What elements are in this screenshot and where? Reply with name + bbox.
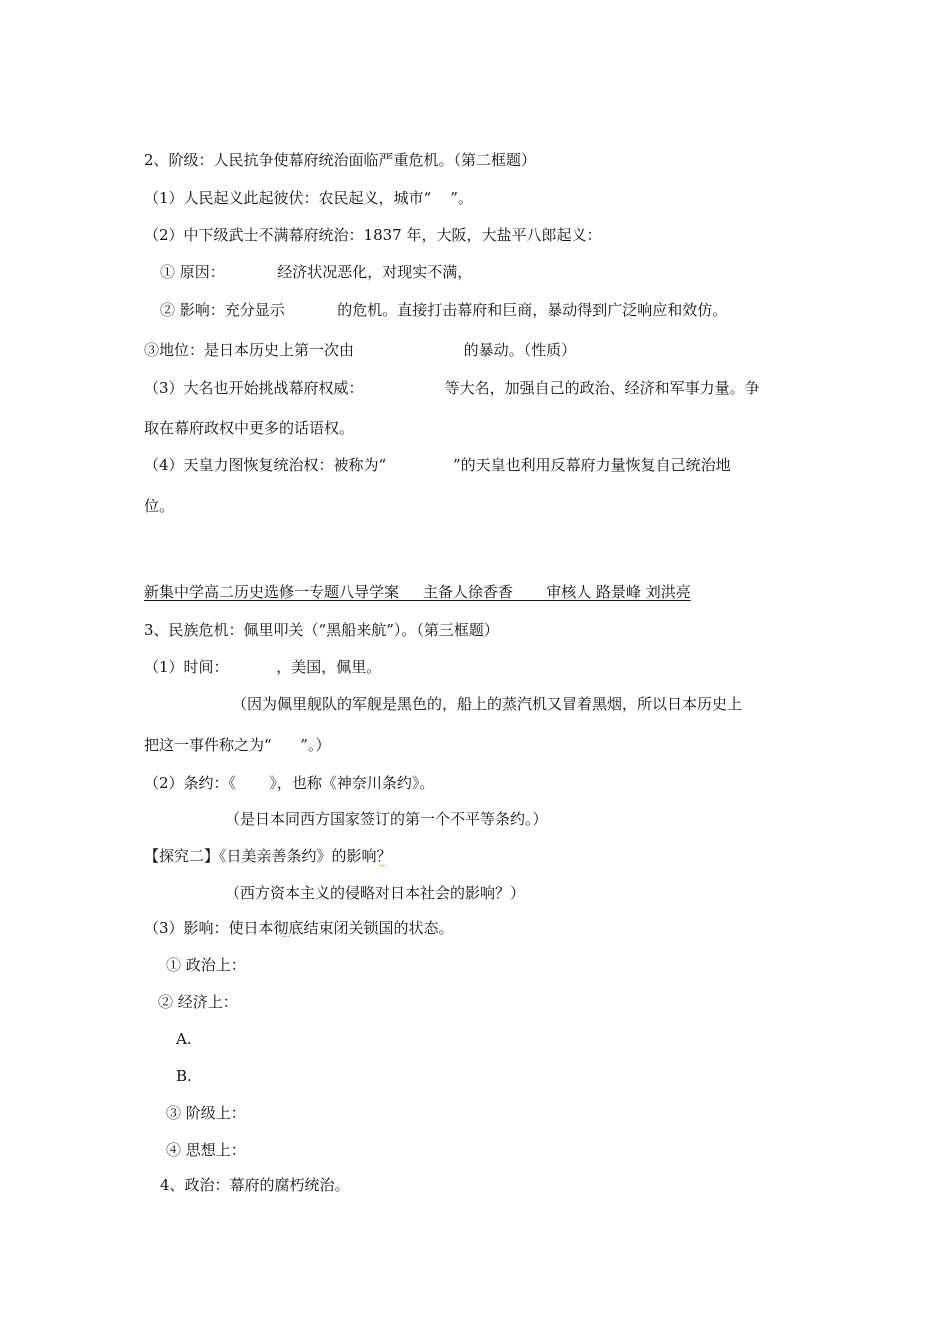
cause-line: ① 原因： 经济状况恶化，对现实不满， <box>160 263 473 281</box>
class-impact: ③ 阶级上： <box>166 1104 246 1122</box>
item-4-continued: 位。 <box>144 497 175 515</box>
item-1-uprisings: （1）人民起义此起彼伏：农民起义，城市“ ”。 <box>144 189 473 207</box>
political-impact: ① 政治上： <box>166 956 246 974</box>
item-3-daimyo: （3）大名也开始挑战幕府权威： 等大名，加强自己的政治、经济和军事力量。争 <box>144 379 760 397</box>
black-ships-note: （因为佩里舰队的军舰是黑色的，船上的蒸汽机又冒着黑烟，所以日本历史上 <box>232 695 743 713</box>
item-2-treaty: （2）条约：《 》，也称《神奈川条约》。 <box>144 774 435 792</box>
impact-line: ② 影响：充分显示 的危机。直接打击幕府和巨商，暴动得到广泛响应和效仿。 <box>160 301 728 319</box>
item-2-samurai: （2）中下级武士不满幕府统治：1837 年，大阪，大盐平八郎起义： <box>144 226 602 244</box>
treaty-note: （是日本同西方国家签订的第一个不平等条约。） <box>225 810 548 828</box>
spellcheck-mark <box>380 862 386 866</box>
section-4-heading: 4、政治：幕府的腐朽统治。 <box>160 1176 350 1194</box>
inquiry-two: 【探究二】《日美亲善条约》的影响？ <box>144 847 392 865</box>
item-3-continued: 取在幕府政权中更多的话语权。 <box>144 419 355 437</box>
black-ships-note-continued: 把这一事件称之为“ ”。） <box>144 736 331 754</box>
economic-point-a: A. <box>176 1030 192 1048</box>
item-4-emperor: （4）天皇力图恢复统治权：被称为“ ”的天皇也利用反幕府力量恢复自己统治地 <box>144 456 731 474</box>
section-3-heading: 3、民族危机：佩里叩关（“黑船来航”）。（第三框题） <box>144 621 499 639</box>
ideological-impact: ④ 思想上： <box>166 1141 246 1159</box>
spellcheck-mark <box>283 933 289 937</box>
item-1-time: （1）时间： ，美国，佩里。 <box>144 658 382 676</box>
inquiry-two-subquestion: （西方资本主义的侵略对日本社会的影响？） <box>225 884 526 902</box>
item-3-impact: （3）影响：使日本彻底结束闭关锁国的状态。 <box>144 919 454 937</box>
page-header: 新集中学高二历史选修一专题八导学案 主备人徐香香 审核人 路景峰 刘洪亮 <box>144 583 691 601</box>
economic-impact: ② 经济上： <box>158 993 238 1011</box>
status-line: ③地位：是日本历史上第一次由 的暴动。（性质） <box>144 341 577 359</box>
section-2-heading: 2、阶级：人民抗争使幕府统治面临严重危机。（第二框题） <box>144 151 537 169</box>
economic-point-b: B. <box>176 1067 192 1085</box>
